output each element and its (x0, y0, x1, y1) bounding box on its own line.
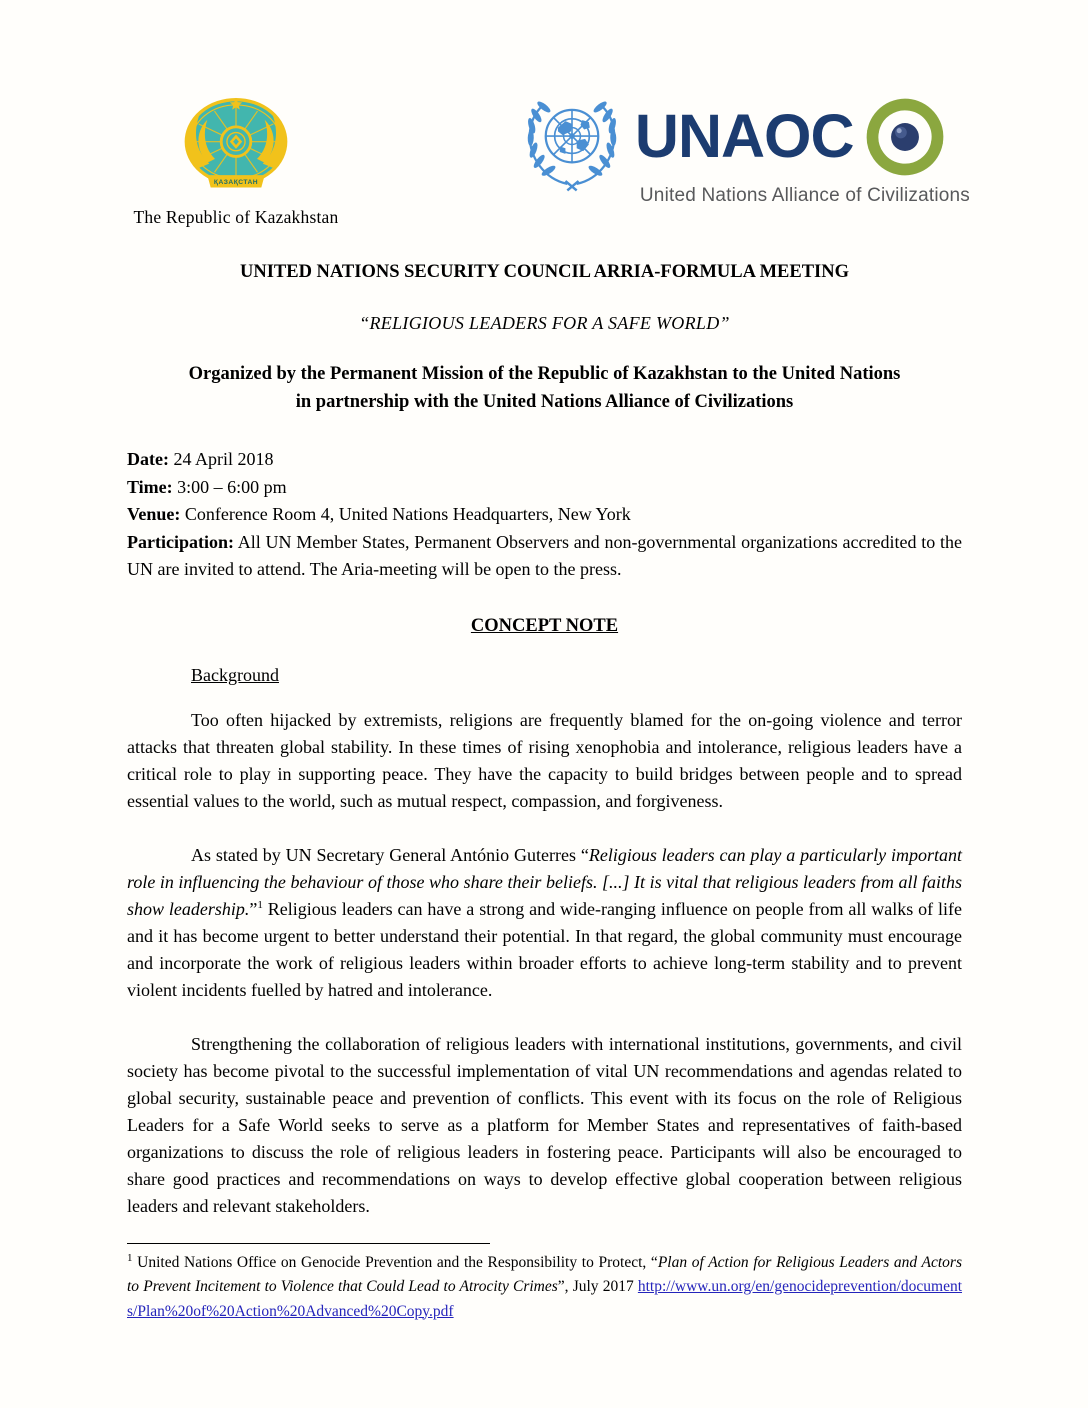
footnote-citation: United Nations Office on Genocide Prevention and the Responsibility to Protect, “ (132, 1253, 658, 1271)
footnote (127, 1243, 962, 1325)
footnote-separator (127, 1243, 490, 1244)
detail-label: Date: (127, 449, 169, 469)
footnote-text (127, 1251, 962, 1325)
background-heading: Background (191, 664, 279, 685)
unaoc-tagline: United Nations Alliance of Civilizations (639, 185, 970, 206)
detail-value: Conference Room 4, United Nations Headquarters, New York (184, 504, 631, 524)
detail-participation (127, 529, 962, 584)
detail-value: 3:00 – 6:00 pm (177, 476, 287, 497)
detail-value: All UN Member States, Permanent Observers and non-governmental organizations accredited to the UN are invited to attend. The Aria-meeting will be open to the press. (127, 531, 962, 579)
para2-quote: Religious leaders can play a particularly important role in influencing the behaviour of those who share their beliefs. [...] It is vital that religious leaders from all faiths show leadership. (127, 844, 962, 919)
footnote-reference: 1 (257, 898, 263, 911)
footnote-marker: 1 (127, 1251, 133, 1264)
paragraph-background-3: Strengthening the collaboration of religious leaders with international institutions, governments, and civil society has become pivotal to the successful implementation of vital UN recommendations and agendas related to global security, sustainable peace and prevention of conflicts. This event with its focus on the role of Religious Leaders for a Safe World seeks to serve as a platform for Member States and representatives of faith-based organizations to discuss the role of religious leaders in fostering peace. Participants will also be encouraged to share good practices and recommendations on ways to develop effective global cooperation between religious leaders and relevant stakeholders. (127, 1033, 962, 1216)
detail-value: 24 April 2018 (173, 449, 274, 469)
meeting-details (127, 446, 962, 584)
footnote-url-link[interactable]: http://www.un.org/en/genocideprevention/documents/Plan%20of%20Action%20Advanced%20Copy.pdf (127, 1278, 963, 1320)
header (0, 0, 1088, 228)
document-body (0, 262, 1088, 1324)
unaoc-block (511, 92, 970, 207)
detail-time (127, 474, 962, 502)
detail-label: Participation: (127, 531, 234, 552)
detail-label: Time: (127, 476, 173, 497)
detail-date (127, 446, 962, 474)
unaoc-swirl-icon (860, 92, 950, 182)
detail-venue (127, 501, 962, 529)
footnote-title-italic: Plan of Action for Religious Leaders and Actors to Prevent Incitement to Violence that Could Lead to Atrocity Crimes (127, 1253, 962, 1295)
organizer-line-2: in partnership with the United Nations Alliance of Civilizations (295, 392, 794, 412)
paragraph-background-1: Too often hijacked by extremists, religions are frequently blamed for the on-going violence and terror attacks that threaten global stability. In these times of rising xenophobia and intolerance, religious leaders have a critical role to play in supporting peace. They have the capacity to build bridges between people and to spread essential values to the world, such as mutual respect, compassion, and forgiveness. (127, 709, 962, 811)
kazakhstan-banner-text: ҚАЗАҚСТАН (213, 179, 259, 187)
footnote-date: ”, July 2017 (557, 1278, 638, 1295)
un-emblem-icon (511, 92, 633, 197)
kazakhstan-emblem-icon (169, 92, 303, 199)
meeting-theme: “RELIGIOUS LEADERS FOR A SAFE WORLD” (359, 313, 730, 333)
concept-note-heading: CONCEPT NOTE (470, 615, 619, 636)
unaoc-wordmark: UNAOC (634, 102, 854, 171)
organizer-line-1: Organized by the Permanent Mission of the Republic of Kazakhstan to the United Nations (188, 364, 901, 384)
para2-intro: As stated by UN Secretary General (191, 844, 451, 865)
meeting-title: UNITED NATIONS SECURITY COUNCIL ARRIA-FORMULA MEETING (239, 262, 850, 282)
para2-open-quote: “ (575, 844, 589, 865)
paragraph-guterres-quote (127, 842, 962, 1004)
para2-name: António Guterres (450, 844, 576, 865)
para2-rest: Religious leaders can have a strong and wide-ranging influence on people from all walks of life and it has become urgent to better understand their potential. In that regard, the global community must encourage and incorporate the work of religious leaders within broader efforts to achieve long-term stability and to prevent violent incidents fuelled by hatred and intolerance. (127, 898, 962, 1000)
kazakhstan-caption: The Republic of Kazakhstan (133, 207, 339, 227)
detail-label: Venue: (127, 504, 181, 524)
para2-close-quote: ” (249, 898, 258, 919)
kazakhstan-block (127, 92, 345, 228)
organizer-lines (127, 360, 962, 416)
